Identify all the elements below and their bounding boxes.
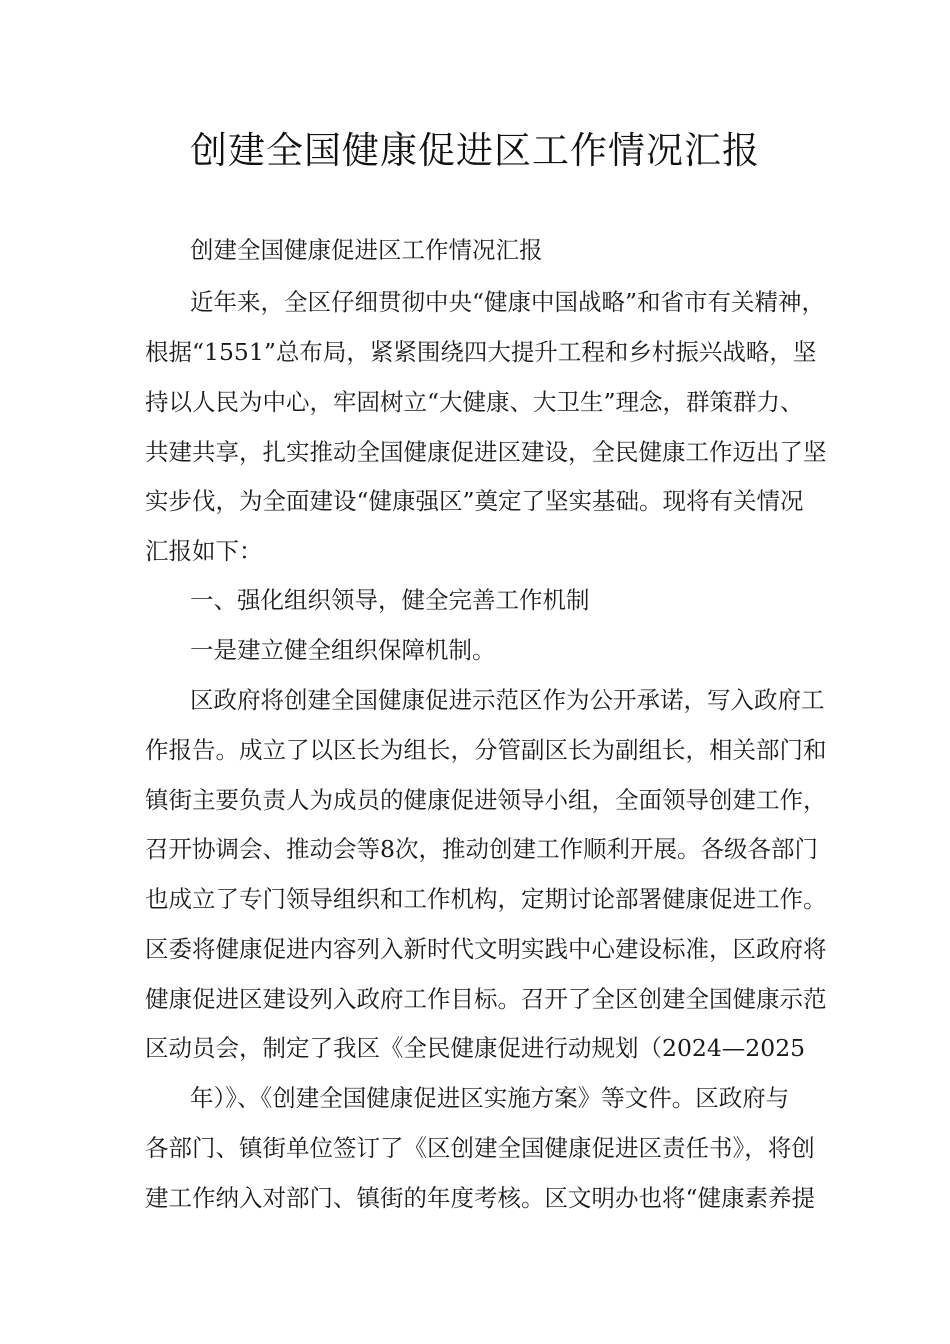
body-line: 根据“1551”总布局，紧紧围绕四大提升工程和乡村振兴战略，坚 <box>145 338 817 366</box>
body-line: 召开协调会、推动会等8次，推动创建工作顺利开展。各级各部门 <box>145 835 818 863</box>
body-line: 共建共享，扎实推动全国健康促进区建设，全民健康工作迈出了坚 <box>145 438 827 466</box>
body-line: 创建全国健康促进区工作情况汇报 <box>190 236 543 264</box>
body-line: 实步伐，为全面建设“健康强区”奠定了坚实基础。现将有关情况 <box>145 487 804 515</box>
subsection-heading: 一是建立健全组织保障机制。 <box>190 636 496 664</box>
body-line: 建工作纳入对部门、镇街的年度考核。区文明办也将“健康素养提 <box>145 1184 816 1212</box>
body-line: 区动员会，制定了我区《全民健康促进行动规划（2024—2025 <box>145 1034 806 1062</box>
body-line: 也成立了专门领导组织和工作机构，定期讨论部署健康促进工作。 <box>145 885 827 913</box>
document-title: 创建全国健康促进区工作情况汇报 <box>190 129 760 172</box>
body-line: 近年来，全区仔细贯彻中央“健康中国战略”和省市有关精神， <box>190 288 826 316</box>
body-line: 区委将健康促进内容列入新时代文明实践中心建设标准，区政府将 <box>145 935 827 963</box>
body-line: 年）》、《创建全国健康促进区实施方案》等文件。区政府与 <box>190 1084 790 1112</box>
body-line: 持以人民为中心，牢固树立“大健康、大卫生”理念，群策群力、 <box>145 388 804 416</box>
body-line: 健康促进区建设列入政府工作目标。召开了全区创建全国健康示范 <box>145 985 827 1013</box>
body-line: 作报告。成立了以区长为组长，分管副区长为副组长，相关部门和 <box>145 736 827 764</box>
body-line: 汇报如下： <box>145 537 263 565</box>
body-line: 各部门、镇街单位签订了《区创建全国健康促进区责任书》，将创 <box>145 1134 815 1162</box>
body-line: 镇街主要负责人为成员的健康促进领导小组，全面领导创建工作， <box>145 786 827 814</box>
body-line: 区政府将创建全国健康促进示范区作为公开承诺，写入政府工 <box>190 686 825 714</box>
section-heading: 一、强化组织领导，健全完善工作机制 <box>190 586 590 614</box>
